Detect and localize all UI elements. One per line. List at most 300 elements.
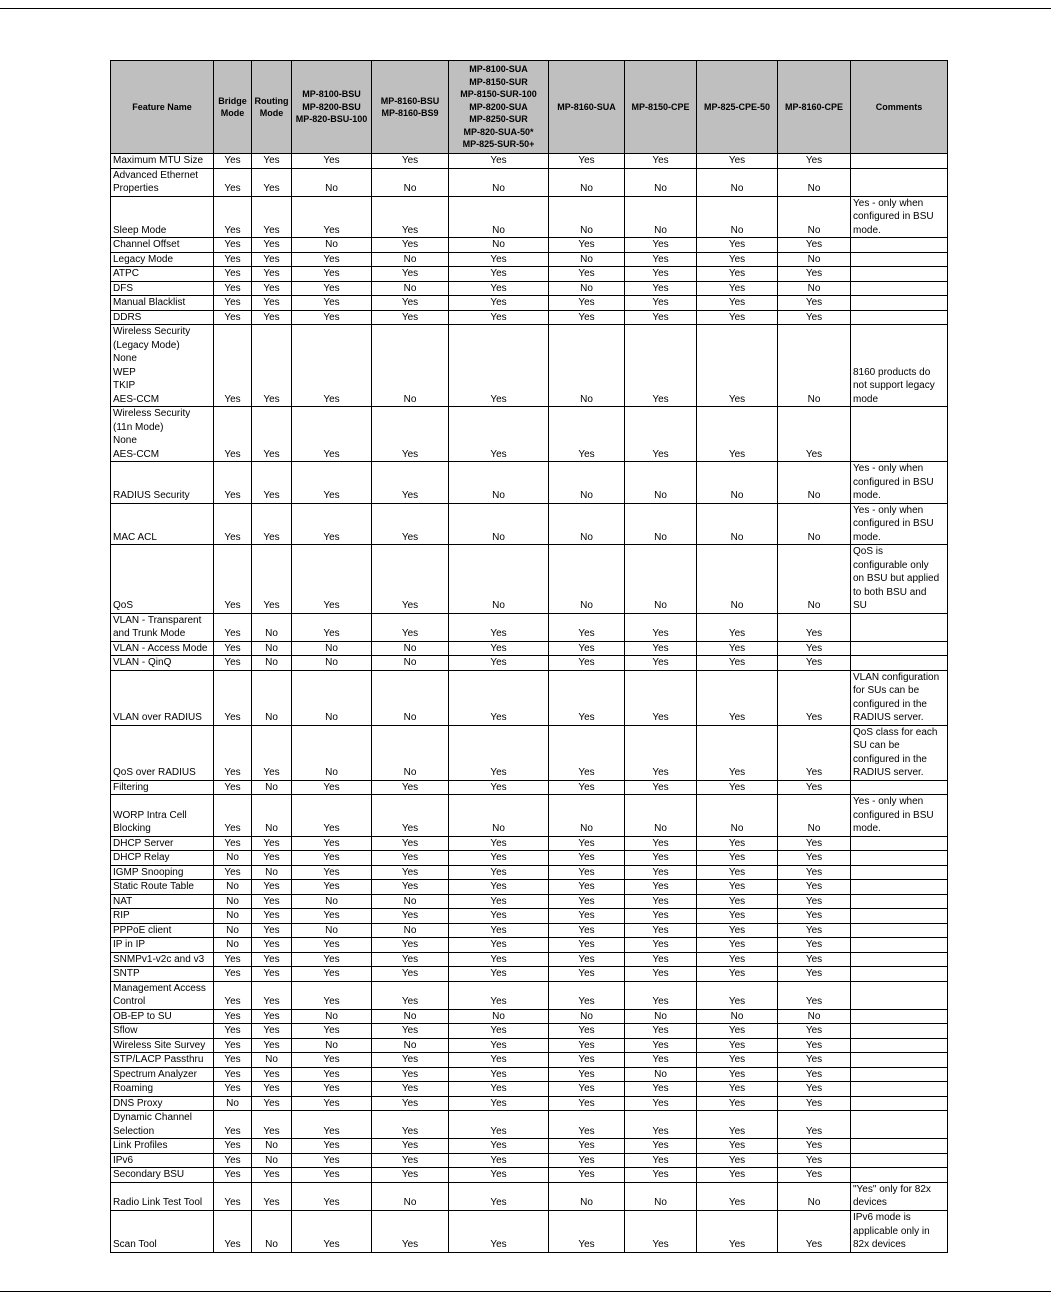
support-value-cell: No — [697, 168, 778, 196]
support-value-cell: Yes — [778, 836, 851, 851]
support-value-cell: Yes — [292, 967, 372, 982]
comment-cell: Yes - only when configured in BSU mode. — [851, 462, 948, 504]
support-value-cell: Yes — [449, 894, 549, 909]
support-value-cell: No — [372, 168, 449, 196]
support-value-cell: Yes — [549, 725, 625, 780]
support-value-cell: No — [372, 894, 449, 909]
support-value-cell: Yes — [372, 1082, 449, 1097]
support-value-cell: Yes — [252, 168, 292, 196]
support-value-cell: Yes — [372, 1168, 449, 1183]
support-value-cell: No — [549, 281, 625, 296]
support-value-cell: Yes — [549, 865, 625, 880]
support-value-cell: Yes — [778, 938, 851, 953]
comment-cell — [851, 656, 948, 671]
support-value-cell: Yes — [778, 1024, 851, 1039]
support-value-cell: Yes — [778, 1053, 851, 1068]
support-value-cell: Yes — [214, 1168, 252, 1183]
support-value-cell: Yes — [549, 1139, 625, 1154]
support-value-cell: No — [372, 656, 449, 671]
support-value-cell: Yes — [697, 641, 778, 656]
support-value-cell: Yes — [625, 967, 697, 982]
support-value-cell: Yes — [252, 281, 292, 296]
support-value-cell: Yes — [697, 981, 778, 1009]
support-value-cell: Yes — [697, 780, 778, 795]
support-value-cell: Yes — [697, 325, 778, 407]
support-value-cell: Yes — [372, 545, 449, 614]
support-value-cell: No — [625, 1009, 697, 1024]
support-value-cell: Yes — [449, 281, 549, 296]
support-value-cell: Yes — [778, 656, 851, 671]
support-value-cell: Yes — [449, 325, 549, 407]
support-value-cell: Yes — [697, 281, 778, 296]
support-value-cell: Yes — [449, 725, 549, 780]
feature-name-cell: IGMP Snooping — [111, 865, 214, 880]
feature-name-cell: QoS — [111, 545, 214, 614]
comment-cell — [851, 880, 948, 895]
support-value-cell: Yes — [292, 462, 372, 504]
table-row — [111, 1067, 948, 1082]
support-value-cell: No — [449, 545, 549, 614]
support-value-cell: No — [214, 938, 252, 953]
support-value-cell: Yes — [697, 894, 778, 909]
support-value-cell: Yes — [697, 1053, 778, 1068]
support-value-cell: Yes — [292, 780, 372, 795]
support-value-cell: Yes — [778, 296, 851, 311]
support-value-cell: Yes — [292, 545, 372, 614]
table-row — [111, 407, 948, 462]
table-row — [111, 310, 948, 325]
comment-cell — [851, 865, 948, 880]
support-value-cell: No — [778, 281, 851, 296]
support-value-cell: Yes — [549, 981, 625, 1009]
support-value-cell: Yes — [252, 1182, 292, 1210]
table-row — [111, 1082, 948, 1097]
support-value-cell: Yes — [697, 1096, 778, 1111]
support-value-cell: Yes — [252, 1082, 292, 1097]
support-value-cell: No — [449, 168, 549, 196]
header-comments: Comments — [851, 61, 948, 154]
comment-cell: QoS is configurable only on BSU but applied to both BSU and SU — [851, 545, 948, 614]
support-value-cell: Yes — [214, 641, 252, 656]
support-value-cell: Yes — [292, 252, 372, 267]
support-value-cell: Yes — [549, 1053, 625, 1068]
table-row — [111, 1009, 948, 1024]
support-value-cell: Yes — [778, 267, 851, 282]
table-row — [111, 238, 948, 253]
support-value-cell: Yes — [697, 1168, 778, 1183]
table-row — [111, 795, 948, 837]
support-value-cell: Yes — [625, 281, 697, 296]
support-value-cell: No — [292, 1009, 372, 1024]
support-value-cell: Yes — [697, 1153, 778, 1168]
support-value-cell: No — [549, 252, 625, 267]
support-value-cell: Yes — [252, 923, 292, 938]
support-value-cell: Yes — [625, 725, 697, 780]
feature-name-cell: Scan Tool — [111, 1210, 214, 1252]
support-value-cell: No — [292, 238, 372, 253]
support-value-cell: Yes — [697, 407, 778, 462]
table-row — [111, 656, 948, 671]
table-row — [111, 938, 948, 953]
support-value-cell: Yes — [697, 252, 778, 267]
comment-cell — [851, 851, 948, 866]
support-value-cell: Yes — [214, 1038, 252, 1053]
support-value-cell: Yes — [449, 1067, 549, 1082]
support-value-cell: Yes — [292, 407, 372, 462]
support-value-cell: Yes — [214, 154, 252, 169]
page-top-rule — [0, 8, 1051, 9]
feature-name-cell: Sleep Mode — [111, 196, 214, 238]
support-value-cell: Yes — [549, 296, 625, 311]
support-value-cell: Yes — [625, 1153, 697, 1168]
support-value-cell: Yes — [372, 1153, 449, 1168]
comment-cell — [851, 909, 948, 924]
feature-name-cell: Secondary BSU — [111, 1168, 214, 1183]
support-value-cell: Yes — [449, 267, 549, 282]
support-value-cell: Yes — [697, 1024, 778, 1039]
support-value-cell: Yes — [214, 613, 252, 641]
support-value-cell: Yes — [372, 1096, 449, 1111]
feature-name-cell: MAC ACL — [111, 503, 214, 545]
support-value-cell: Yes — [449, 923, 549, 938]
support-value-cell: Yes — [372, 1067, 449, 1082]
support-value-cell: Yes — [372, 154, 449, 169]
support-value-cell: Yes — [697, 296, 778, 311]
support-value-cell: Yes — [292, 1168, 372, 1183]
support-value-cell: No — [778, 252, 851, 267]
support-value-cell: Yes — [625, 909, 697, 924]
support-value-cell: No — [697, 1009, 778, 1024]
support-value-cell: Yes — [449, 1082, 549, 1097]
support-value-cell: No — [625, 168, 697, 196]
comment-cell: Yes - only when configured in BSU mode. — [851, 196, 948, 238]
support-value-cell: Yes — [449, 1153, 549, 1168]
support-value-cell: No — [372, 1009, 449, 1024]
support-value-cell: Yes — [214, 296, 252, 311]
feature-name-cell: Advanced Ethernet Properties — [111, 168, 214, 196]
feature-name-cell: Maximum MTU Size — [111, 154, 214, 169]
comment-cell — [851, 938, 948, 953]
support-value-cell: Yes — [214, 325, 252, 407]
support-value-cell: Yes — [292, 1082, 372, 1097]
support-value-cell: Yes — [372, 196, 449, 238]
header-su-8100: MP-8100-SUA MP-8150-SUR MP-8150-SUR-100 MP-8200-SUA MP-8250-SUR MP-820-SUA-50* MP-825-SUR-50+ — [449, 61, 549, 154]
support-value-cell: Yes — [449, 981, 549, 1009]
support-value-cell: Yes — [252, 851, 292, 866]
support-value-cell: Yes — [292, 325, 372, 407]
support-value-cell: Yes — [778, 894, 851, 909]
page-bottom-rule — [0, 1291, 1051, 1292]
support-value-cell: Yes — [292, 281, 372, 296]
support-value-cell: Yes — [214, 967, 252, 982]
support-value-cell: Yes — [252, 909, 292, 924]
comment-cell: IPv6 mode is applicable only in 82x devices — [851, 1210, 948, 1252]
support-value-cell: Yes — [697, 909, 778, 924]
feature-name-cell: SNMPv1-v2c and v3 — [111, 952, 214, 967]
support-value-cell: Yes — [214, 1009, 252, 1024]
comment-cell — [851, 1009, 948, 1024]
table-row — [111, 296, 948, 311]
support-value-cell: Yes — [372, 952, 449, 967]
support-value-cell: Yes — [625, 938, 697, 953]
support-value-cell: Yes — [449, 780, 549, 795]
support-value-cell: Yes — [549, 967, 625, 982]
support-value-cell: Yes — [697, 952, 778, 967]
comment-cell: Yes - only when configured in BSU mode. — [851, 795, 948, 837]
support-value-cell: Yes — [449, 1168, 549, 1183]
support-value-cell: Yes — [214, 725, 252, 780]
support-value-cell: No — [778, 196, 851, 238]
support-value-cell: Yes — [214, 1153, 252, 1168]
support-value-cell: Yes — [214, 656, 252, 671]
feature-name-cell: Legacy Mode — [111, 252, 214, 267]
support-value-cell: No — [214, 1096, 252, 1111]
support-value-cell: Yes — [372, 909, 449, 924]
support-value-cell: Yes — [549, 613, 625, 641]
support-value-cell: Yes — [252, 1096, 292, 1111]
comment-cell — [851, 1139, 948, 1154]
support-value-cell: Yes — [778, 909, 851, 924]
support-value-cell: Yes — [549, 1067, 625, 1082]
support-value-cell: No — [778, 462, 851, 504]
support-value-cell: No — [252, 1210, 292, 1252]
support-value-cell: Yes — [549, 1210, 625, 1252]
support-value-cell: Yes — [625, 880, 697, 895]
feature-name-cell: RIP — [111, 909, 214, 924]
support-value-cell: Yes — [252, 981, 292, 1009]
feature-name-cell: Management Access Control — [111, 981, 214, 1009]
support-value-cell: Yes — [625, 670, 697, 725]
support-value-cell: Yes — [292, 1024, 372, 1039]
support-value-cell: Yes — [449, 1139, 549, 1154]
support-value-cell: No — [778, 1182, 851, 1210]
table-row — [111, 1024, 948, 1039]
support-value-cell: Yes — [292, 938, 372, 953]
support-value-cell: No — [252, 795, 292, 837]
comment-cell — [851, 923, 948, 938]
support-value-cell: No — [252, 613, 292, 641]
support-value-cell: Yes — [549, 641, 625, 656]
support-value-cell: Yes — [625, 865, 697, 880]
support-value-cell: Yes — [214, 503, 252, 545]
support-value-cell: Yes — [778, 1082, 851, 1097]
support-value-cell: Yes — [549, 1153, 625, 1168]
support-value-cell: Yes — [697, 967, 778, 982]
support-value-cell: Yes — [214, 196, 252, 238]
support-value-cell: No — [372, 1038, 449, 1053]
feature-name-cell: Sflow — [111, 1024, 214, 1039]
support-value-cell: Yes — [292, 1111, 372, 1139]
support-value-cell: Yes — [625, 252, 697, 267]
support-value-cell: Yes — [372, 836, 449, 851]
header-row — [111, 61, 948, 154]
support-value-cell: Yes — [292, 836, 372, 851]
table-row — [111, 1053, 948, 1068]
support-value-cell: Yes — [252, 880, 292, 895]
support-value-cell: Yes — [252, 725, 292, 780]
table-row — [111, 281, 948, 296]
feature-name-cell: WORP Intra Cell Blocking — [111, 795, 214, 837]
support-value-cell: Yes — [625, 656, 697, 671]
table-row — [111, 670, 948, 725]
support-value-cell: Yes — [778, 1067, 851, 1082]
support-value-cell: No — [697, 795, 778, 837]
support-value-cell: Yes — [214, 281, 252, 296]
support-value-cell: No — [252, 780, 292, 795]
support-value-cell: Yes — [625, 780, 697, 795]
support-value-cell: Yes — [252, 1168, 292, 1183]
comment-cell — [851, 1111, 948, 1139]
support-value-cell: Yes — [625, 851, 697, 866]
support-value-cell: Yes — [549, 154, 625, 169]
support-value-cell: Yes — [778, 865, 851, 880]
support-value-cell: Yes — [449, 1024, 549, 1039]
support-value-cell: Yes — [625, 407, 697, 462]
table-row — [111, 325, 948, 407]
support-value-cell: No — [214, 909, 252, 924]
support-value-cell: Yes — [697, 923, 778, 938]
support-value-cell: Yes — [549, 880, 625, 895]
support-value-cell: Yes — [252, 1111, 292, 1139]
support-value-cell: No — [292, 923, 372, 938]
support-value-cell: Yes — [449, 641, 549, 656]
table-row — [111, 1111, 948, 1139]
support-value-cell: Yes — [292, 952, 372, 967]
support-value-cell: Yes — [778, 613, 851, 641]
support-value-cell: Yes — [625, 296, 697, 311]
feature-name-cell: Dynamic Channel Selection — [111, 1111, 214, 1139]
support-value-cell: Yes — [292, 909, 372, 924]
support-value-cell: Yes — [625, 310, 697, 325]
table-row — [111, 503, 948, 545]
support-value-cell: No — [625, 1067, 697, 1082]
support-value-cell: Yes — [549, 656, 625, 671]
feature-name-cell: Radio Link Test Tool — [111, 1182, 214, 1210]
support-value-cell: No — [778, 1009, 851, 1024]
feature-name-cell: DHCP Server — [111, 836, 214, 851]
support-value-cell: Yes — [778, 981, 851, 1009]
support-value-cell: Yes — [778, 880, 851, 895]
support-value-cell: No — [292, 656, 372, 671]
support-value-cell: Yes — [549, 1168, 625, 1183]
support-value-cell: Yes — [549, 407, 625, 462]
comment-cell — [851, 836, 948, 851]
support-value-cell: Yes — [449, 909, 549, 924]
support-value-cell: Yes — [372, 780, 449, 795]
comment-cell — [851, 1053, 948, 1068]
support-value-cell: Yes — [625, 1139, 697, 1154]
support-value-cell: Yes — [449, 252, 549, 267]
support-value-cell: Yes — [549, 238, 625, 253]
support-value-cell: Yes — [252, 267, 292, 282]
support-value-cell: Yes — [372, 981, 449, 1009]
support-value-cell: Yes — [697, 1111, 778, 1139]
feature-name-cell: NAT — [111, 894, 214, 909]
support-value-cell: No — [372, 281, 449, 296]
support-value-cell: Yes — [625, 923, 697, 938]
support-value-cell: No — [214, 923, 252, 938]
header-routing-mode: Routing Mode — [252, 61, 292, 154]
support-value-cell: Yes — [778, 1139, 851, 1154]
comment-cell — [851, 967, 948, 982]
comment-cell: Yes - only when configured in BSU mode. — [851, 503, 948, 545]
support-value-cell: Yes — [292, 1053, 372, 1068]
support-value-cell: Yes — [778, 851, 851, 866]
support-value-cell: Yes — [449, 1096, 549, 1111]
support-value-cell: No — [549, 545, 625, 614]
table-row — [111, 981, 948, 1009]
comment-cell — [851, 1038, 948, 1053]
support-value-cell: Yes — [778, 310, 851, 325]
support-value-cell: Yes — [778, 1153, 851, 1168]
support-value-cell: Yes — [549, 909, 625, 924]
table-row — [111, 1038, 948, 1053]
support-value-cell: Yes — [292, 613, 372, 641]
support-value-cell: No — [549, 795, 625, 837]
table-row — [111, 909, 948, 924]
support-value-cell: Yes — [449, 836, 549, 851]
feature-name-cell: PPPoE client — [111, 923, 214, 938]
feature-name-cell: Wireless Security (Legacy Mode) None WEP TKIP AES-CCM — [111, 325, 214, 407]
support-value-cell: Yes — [625, 641, 697, 656]
support-value-cell: Yes — [252, 154, 292, 169]
support-value-cell: Yes — [549, 938, 625, 953]
table-row — [111, 967, 948, 982]
support-value-cell: Yes — [778, 407, 851, 462]
feature-name-cell: Static Route Table — [111, 880, 214, 895]
feature-name-cell: Roaming — [111, 1082, 214, 1097]
support-value-cell: Yes — [214, 1024, 252, 1039]
support-value-cell: No — [778, 503, 851, 545]
support-value-cell: Yes — [778, 1038, 851, 1053]
table-row — [111, 641, 948, 656]
support-value-cell: Yes — [625, 154, 697, 169]
comment-cell: VLAN configuration for SUs can be configured in the RADIUS server. — [851, 670, 948, 725]
support-value-cell: Yes — [214, 545, 252, 614]
feature-name-cell: Spectrum Analyzer — [111, 1067, 214, 1082]
support-value-cell: No — [449, 795, 549, 837]
support-value-cell: Yes — [292, 1210, 372, 1252]
support-value-cell: Yes — [214, 1111, 252, 1139]
support-value-cell: No — [372, 1182, 449, 1210]
feature-name-cell: RADIUS Security — [111, 462, 214, 504]
support-value-cell: No — [625, 462, 697, 504]
support-value-cell: Yes — [372, 865, 449, 880]
support-value-cell: Yes — [549, 952, 625, 967]
support-value-cell: Yes — [697, 238, 778, 253]
support-value-cell: Yes — [697, 725, 778, 780]
support-value-cell: No — [625, 1182, 697, 1210]
support-value-cell: Yes — [549, 923, 625, 938]
support-value-cell: Yes — [292, 865, 372, 880]
support-value-cell: Yes — [697, 310, 778, 325]
header-cpe-825: MP-825-CPE-50 — [697, 61, 778, 154]
comment-cell — [851, 1067, 948, 1082]
support-value-cell: Yes — [449, 952, 549, 967]
support-value-cell: No — [549, 196, 625, 238]
support-value-cell: No — [778, 168, 851, 196]
support-value-cell: Yes — [625, 1053, 697, 1068]
support-value-cell: Yes — [778, 967, 851, 982]
support-value-cell: Yes — [214, 670, 252, 725]
header-bsu-8160: MP-8160-BSU MP-8160-BS9 — [372, 61, 449, 154]
support-value-cell: Yes — [625, 836, 697, 851]
support-value-cell: Yes — [372, 880, 449, 895]
table-body — [111, 154, 948, 1253]
feature-name-cell: Channel Offset — [111, 238, 214, 253]
support-value-cell: No — [449, 238, 549, 253]
support-value-cell: Yes — [697, 1082, 778, 1097]
